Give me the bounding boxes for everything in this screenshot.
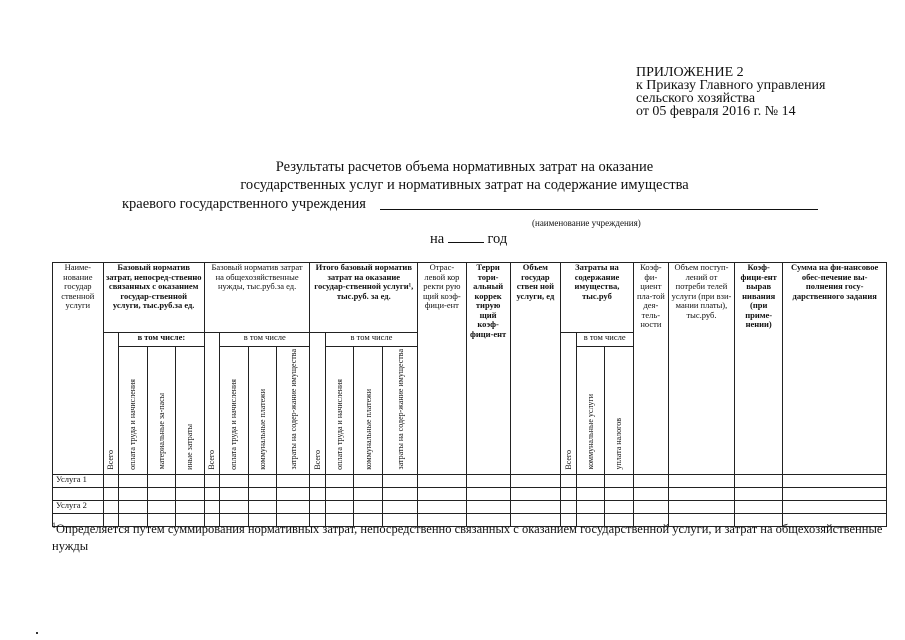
header-income-volume: Объем поступ-лений от потреби телей услуги (при взи-мании платы), тыс.руб. [668,263,734,475]
document-title-line2: государственных услуг и нормативных затрат на содержание имущества [240,177,689,193]
year-blank[interactable] [448,230,484,243]
year-prefix: на [430,231,445,247]
scan-speck [36,632,38,634]
footnote [52,517,892,555]
header-leveling-coef: Коэф-фици-ент вырав нивания (при приме-нении) [734,263,782,475]
header-base-direct: Базовый норматив затрат, непосред-ственно связанных с оказанием государ-ственной услуги, тыс.руб.за ед. [103,263,204,333]
subheader-total-1: Всего [103,333,118,475]
header-service-name: Наиме-нование государ ственной услуги [53,263,104,475]
year-line [430,230,507,248]
appendix-title: ПРИЛОЖЕНИЕ 2 [636,65,744,80]
appendix-agency: сельского хозяйства [636,91,756,106]
document-title-line1: Результаты расчетов объема нормативных затрат на оказание [275,159,654,175]
subheader-in-that-3: в том числе [325,333,417,347]
subheader-total-2: Всего [204,333,219,475]
header-base-general: Базовый норматив затрат на общехозяйственные нужды, тыс.руб.за ед. [204,263,310,333]
subheader-property-3: затраты на содер-жание имущества [382,347,417,475]
header-paid-activity-coef: Коэф-фи-циент пла-той дея-тель-ности [633,263,668,475]
institution-blank-line[interactable] [380,209,818,210]
header-property-costs: Затраты на содержание имущества, тыс.руб [561,263,634,333]
subheader-utilities-2: коммунальные платежи [248,347,277,475]
subheader-in-that-2: в том числе [220,333,310,347]
table-row [53,487,887,500]
table-row [53,500,887,513]
subheader-labor-3: оплата труда и начисления [325,347,354,475]
institution-note: (наименование учреждения) [532,218,641,228]
document-title-line3: краевого государственного учреждения [122,196,366,212]
subheader-in-that-1: в том числе: [118,333,204,347]
footnote-mark: 1 [52,521,56,530]
header-service-volume: Объем государ ствен ной услуги, ед [510,263,561,475]
calculation-table [52,262,887,527]
year-suffix: год [487,231,508,247]
subheader-total-4: Всего [561,333,576,475]
appendix-header [636,66,825,118]
subheader-total-3: Всего [310,333,325,475]
subheader-in-that-4: в том числе [576,333,633,347]
header-sector-coef: Отрас-левой кор ректи рую щий коэф-фици-ент [418,263,466,475]
appendix-order: к Приказу Главного управления [636,78,826,93]
subheader-tax-4: уплата налогов [605,347,634,475]
subheader-property-2: затраты на содер-жание имущества [277,347,310,475]
table-row [53,474,887,487]
header-total-base: Итого базовый норматив затрат на оказание государ-ственной услуги¹, тыс.руб. за ед. [310,263,418,333]
subheader-labor-2: оплата труда и начисления [220,347,249,475]
subheader-other-1: иные затраты [176,347,205,475]
row-label-service-1: Услуга 1 [53,474,104,487]
header-task-sum: Сумма на фи-нансовое обес-печение вы-полнения госу-дарственного задания [783,263,887,475]
subheader-utilities-3: коммунальные платежи [354,347,383,475]
subheader-utilities-4: коммунальные услуги [576,347,605,475]
row-label-service-2: Услуга 2 [53,500,104,513]
appendix-date: от 05 февраля 2016 г. № 14 [636,104,796,119]
subheader-materials-1: материальные за-пасы [147,347,176,475]
footnote-text: Определяется путем суммирования нормативных затрат, непосредственно связанных с оказанием государственной услуги, и затрат на общехозяйственные нужды [52,522,883,554]
header-territorial-coef: Терри тори-альный коррек тирую щий коэф-фици-ент [466,263,510,475]
subheader-labor-1: оплата труда и начисления [118,347,147,475]
